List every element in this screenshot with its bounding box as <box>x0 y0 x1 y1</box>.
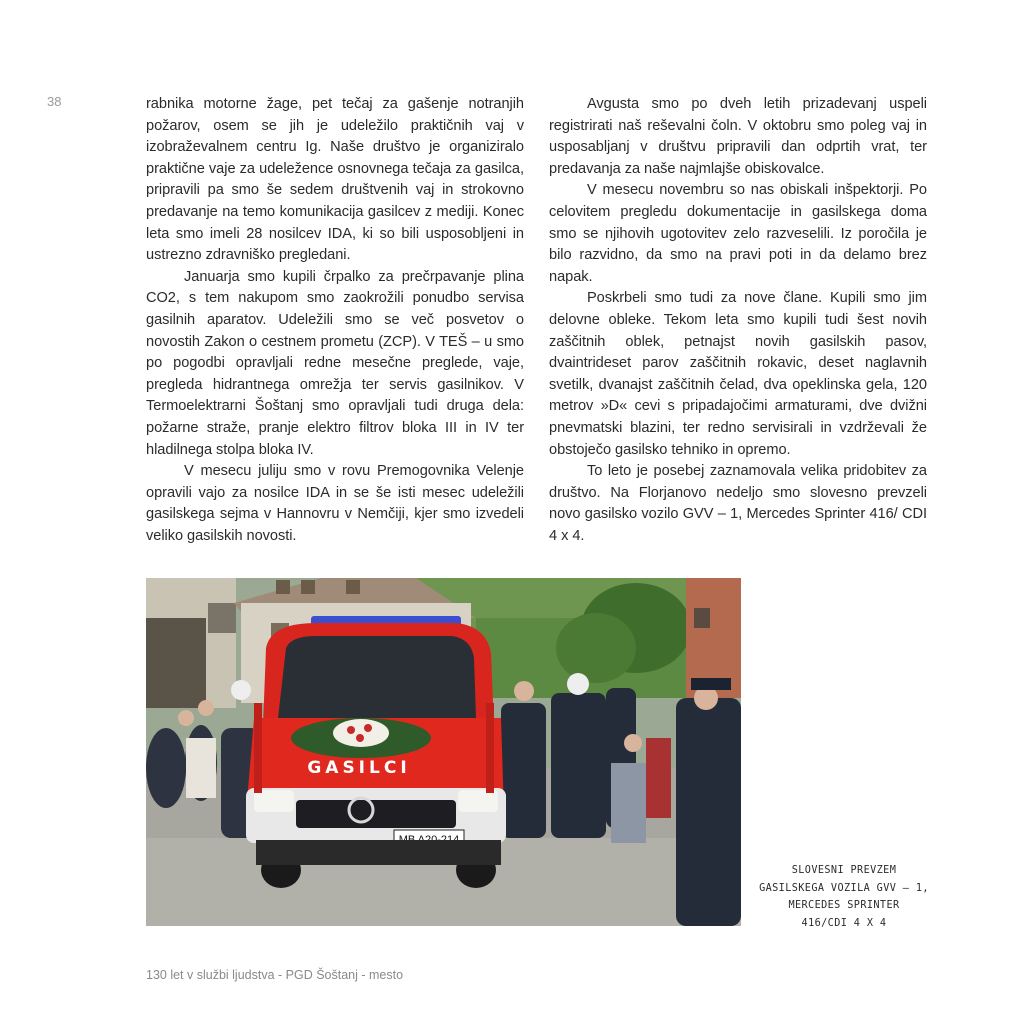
paragraph: Poskrbeli smo tudi za nove člane. Kupili smo jim delovne obleke. Tekom leta smo kupili tudi šest novih zaščitnih oblek, petnajst novih gasilskih pasov, dvaintrideset parov zaščitnih rokavic, deset naglavnih svetilk, dvanajst zaščitnih čelad, dva opeklinska gela, 120 metrov »D« cevi s pripadajočimi armaturami, dve dvižni pnevmatski blazini, ter redno servisirali in vzdrževali že obstoječo gasilsko tehniko in opremo. <box>549 290 927 458</box>
caption-line: 416/CDI 4 X 4 <box>801 917 887 929</box>
paragraph: To leto je posebej zaznamovala velika pridobitev za društvo. Na Florjanovo nedeljo smo slovesno prevzeli novo gasilsko vozilo GVV – 1, Mercedes Sprinter 416/ CDI 4 x 4. <box>549 463 927 544</box>
paragraph: V mesecu novembru so nas obiskali inšpektorji. Po celovitem pregledu dokumentacije in gasilskega doma smo se njihovih ugotovitev zelo razveselili. Iz poročila je bilo razvidno, da smo na pravi poti in da delamo brez napak. <box>549 182 927 285</box>
page-footer: 130 let v službi ljudstva - PGD Šoštanj - mesto <box>146 968 404 982</box>
paragraph: Avgusta smo po dveh letih prizadevanj uspeli registrirati naš reševalni čoln. V oktobru smo poleg vaj in usposabljanj v društvu pripravili dan odprtih vrat, ter predavanja za naše najmlajše obiskovalce. <box>549 96 927 177</box>
paragraph: rabnika motorne žage, pet tečaj za gašenje notranjih požarov, osem se jih je udeležilo praktičnih vaj v izobraževalnem centru Ig. Naše društvo je organiziralo praktične vaje za udeležence osnovnega tečaja za gasilca, pripravili pa smo še sedem društvenih vaj in strokovno predavanje na temo komunikacija gasilcev z mediji. Konec leta smo imeli 28 nosilcev IDA, ki so bili usposobljeni in ustrezno zdravniško pregledani. <box>146 96 524 264</box>
paragraph: Januarja smo kupili črpalko za prečrpavanje plina CO2, s tem nakupom smo zaokrožili ponudbo servisa gasilnih aparatov. Udeležili smo se več posvetov o novostih Zakon o cestnem prometu (ZCP). V TEŠ – u smo po pogodbi opravljali redne mesečne preglede, vaje, pregleda hidrantnega omrežja ter servis gasilnikov. V Termoelektrarni Šoštanj smo opravljali tudi druga dela: požarne straže, pranje elektro filtrov bloka III in IV ter hladilnega stolpa bloka IV. <box>146 268 524 458</box>
caption-line: GASILSKEGA VOZILA GVV – 1, <box>759 882 929 894</box>
caption-line: SLOVESNI PREVZEM <box>791 865 897 876</box>
caption-line: MERCEDES SPRINTER <box>788 900 900 911</box>
page-number: 38 <box>47 94 62 109</box>
right-text-column <box>549 94 927 547</box>
photo-caption <box>756 862 932 932</box>
paragraph: V mesecu juliju smo v rovu Premogovnika Velenje opravili vajo za nosilce IDA in se še isti mesec udeležili gasilskega sejma v Hannovru v Nemčiji, kjer smo izvedeli veliko gasilskih novosti. <box>146 463 524 544</box>
left-text-column <box>146 94 524 547</box>
vehicle-lettering: GASILCI <box>307 758 411 778</box>
fire-truck-photo <box>146 578 741 926</box>
